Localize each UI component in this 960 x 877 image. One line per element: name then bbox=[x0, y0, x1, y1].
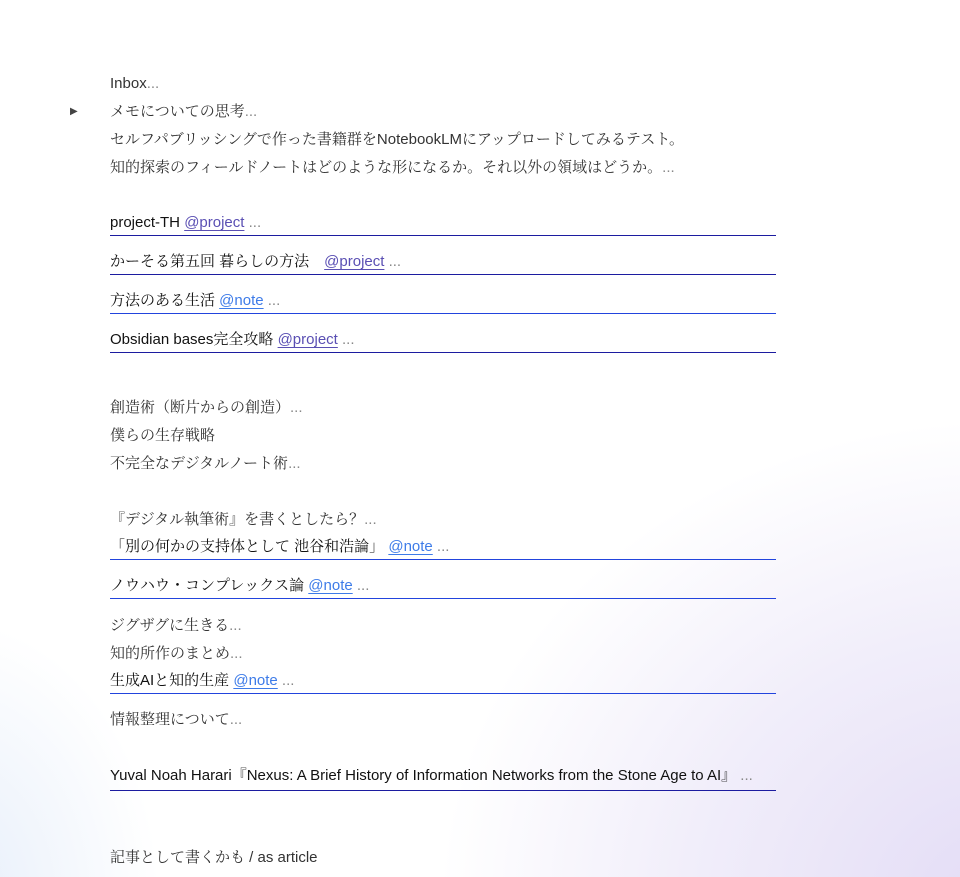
tag-link[interactable]: @note bbox=[219, 292, 264, 309]
ellipsis-more[interactable]: ... bbox=[384, 253, 402, 270]
ellipsis-more[interactable]: ... bbox=[263, 292, 281, 309]
tag-link[interactable]: @project bbox=[277, 331, 338, 348]
ellipsis-more[interactable]: ... bbox=[352, 577, 370, 594]
item-text: かーそる第五回 暮らしの方法 bbox=[110, 253, 325, 270]
outline-item[interactable] bbox=[110, 398, 776, 418]
item-text: 生成AIと知的生産 bbox=[110, 672, 234, 689]
outline-item[interactable] bbox=[110, 763, 776, 791]
item-text: ノウハウ・コンプレックス論 bbox=[110, 577, 309, 594]
outline-item[interactable] bbox=[110, 671, 776, 694]
ellipsis-more[interactable]: ... bbox=[337, 331, 355, 348]
item-text: 知的所作のまとめ bbox=[110, 645, 231, 662]
outline-item[interactable] bbox=[110, 537, 776, 560]
outline-item[interactable] bbox=[110, 330, 776, 353]
ellipsis-more[interactable]: ... bbox=[229, 617, 242, 634]
ellipsis-more[interactable]: ... bbox=[364, 511, 377, 528]
outline-item[interactable] bbox=[110, 213, 776, 236]
ellipsis-more[interactable]: ... bbox=[740, 767, 753, 784]
outline-item[interactable] bbox=[110, 710, 776, 730]
ellipsis-more[interactable]: ... bbox=[244, 103, 258, 120]
item-text: 不完全なデジタルノート術 bbox=[110, 455, 289, 472]
ellipsis-more[interactable]: ... bbox=[290, 399, 303, 416]
outline-item[interactable] bbox=[110, 848, 776, 868]
outline-item[interactable] bbox=[110, 644, 776, 664]
ellipsis-more[interactable]: ... bbox=[288, 455, 301, 472]
outline-item[interactable] bbox=[110, 426, 776, 446]
item-text: セルフパブリッシングで作った書籍群をNotebookLMにアップロードしてみるテスト。 bbox=[110, 131, 684, 148]
item-text: 『デジタル執筆術』を書くとしたら？ bbox=[110, 511, 365, 528]
outline-item[interactable] bbox=[110, 252, 776, 275]
item-text: メモについての思考 bbox=[110, 103, 245, 120]
tag-link[interactable]: @note bbox=[233, 672, 278, 689]
item-text: Yuval Noah Harari『Nexus: A Brief History of Information Networks from the Stone Age to AI』 bbox=[110, 767, 741, 784]
ellipsis-more[interactable]: ... bbox=[146, 75, 160, 92]
ellipsis-more[interactable]: ... bbox=[230, 645, 243, 662]
ellipsis-more[interactable]: ... bbox=[662, 159, 675, 176]
tag-link[interactable]: @project bbox=[184, 214, 245, 231]
item-text: 知的探索のフィールドノートはどのような形になるか。それ以外の領域はどうか。 bbox=[110, 159, 663, 176]
tag-link[interactable]: @project bbox=[324, 253, 385, 270]
outline-item[interactable] bbox=[110, 158, 776, 178]
outline-item[interactable] bbox=[110, 291, 776, 314]
item-text: ジグザグに生きる bbox=[110, 617, 230, 634]
outline-item[interactable] bbox=[110, 102, 776, 122]
item-text: 「別の何かの支持体として 池谷和浩論」 bbox=[110, 538, 389, 555]
item-text: 情報整理について bbox=[110, 711, 230, 728]
tag-link[interactable]: @note bbox=[388, 538, 433, 555]
ellipsis-more[interactable]: ... bbox=[229, 711, 243, 728]
outline-item[interactable] bbox=[110, 74, 776, 94]
item-text: 記事として書くかも / as article bbox=[110, 849, 318, 866]
item-text: Obsidian bases完全攻略 bbox=[110, 331, 278, 348]
item-text: Inbox bbox=[110, 75, 147, 92]
ellipsis-more[interactable]: ... bbox=[277, 672, 295, 689]
item-text: 僕らの生存戦略 bbox=[110, 427, 216, 444]
outline-item[interactable] bbox=[110, 130, 776, 150]
tag-link[interactable]: @note bbox=[308, 577, 353, 594]
item-text: project-TH bbox=[110, 214, 185, 231]
item-text: 方法のある生活 bbox=[110, 292, 220, 309]
outline-item[interactable] bbox=[110, 510, 776, 530]
item-text: 創造術（断片からの創造） bbox=[110, 399, 291, 416]
outline-item[interactable] bbox=[110, 576, 776, 599]
outline-item[interactable] bbox=[110, 616, 776, 636]
collapse-triangle-icon[interactable]: ▶ bbox=[70, 106, 78, 117]
outline-item[interactable] bbox=[110, 454, 776, 474]
ellipsis-more[interactable]: ... bbox=[244, 214, 262, 231]
ellipsis-more[interactable]: ... bbox=[432, 538, 450, 555]
